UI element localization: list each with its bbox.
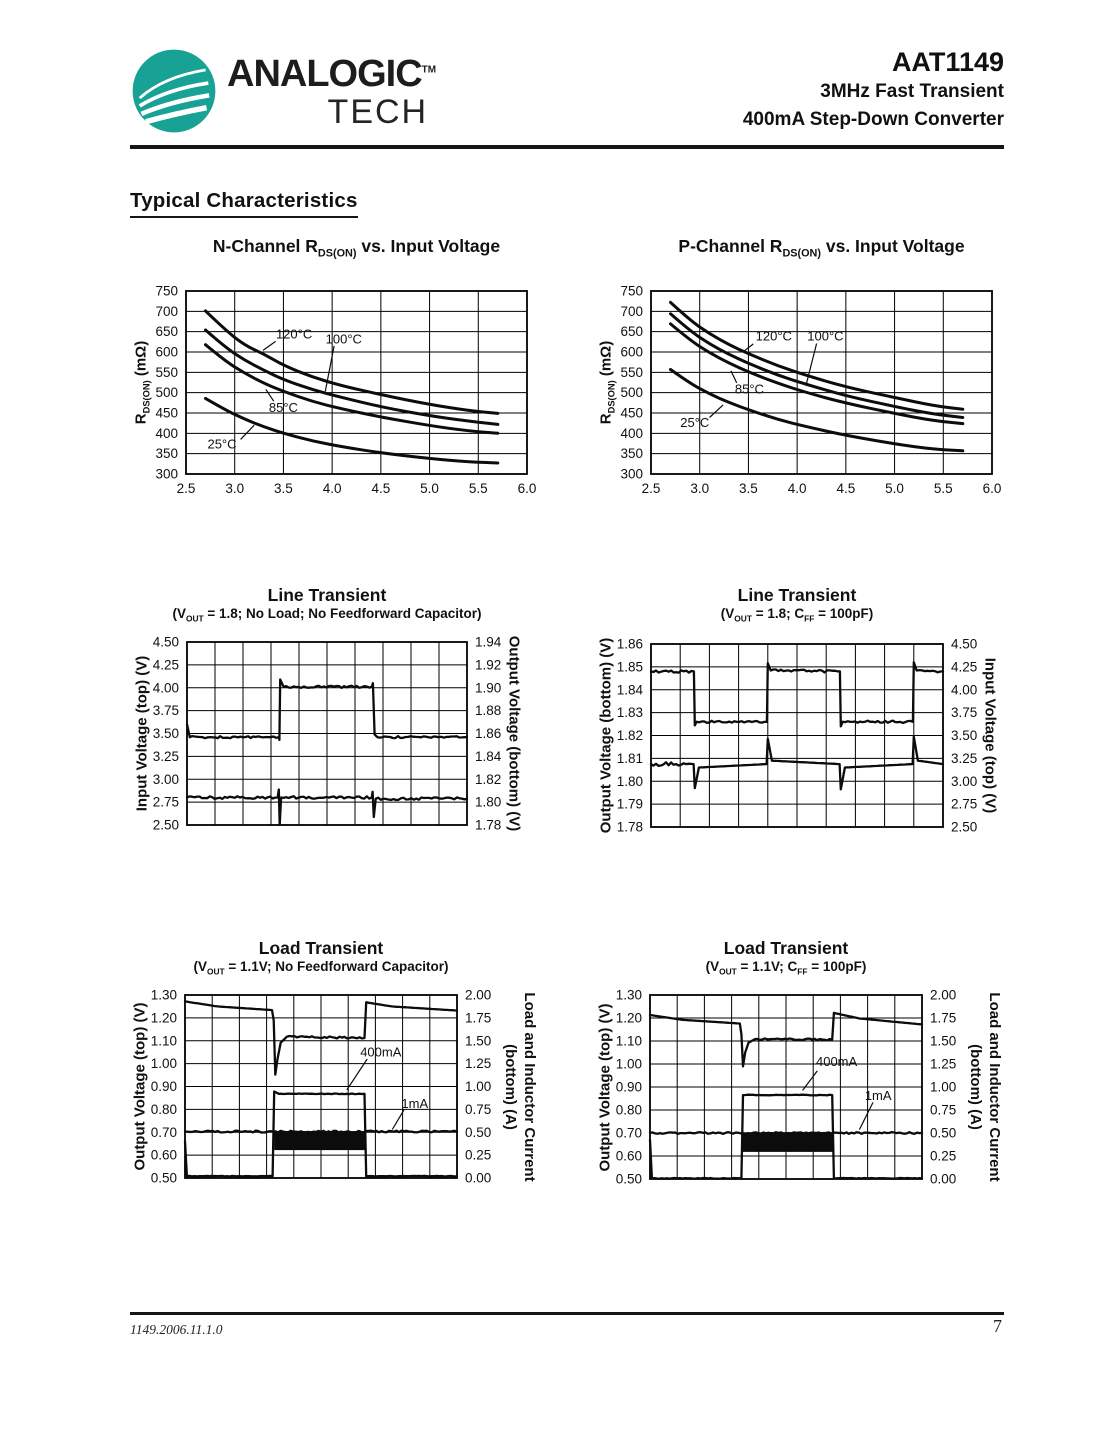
svg-text:0.25: 0.25	[930, 1148, 957, 1164]
chart-subtitle: ($V_{OUT} = 1.1V$; No Feedforward Capacitor)	[193, 959, 449, 977]
svg-text:4.00: 4.00	[152, 680, 179, 696]
chart-line-transient-cff-100pf	[582, 585, 1060, 900]
series-inductor-current	[650, 1132, 922, 1134]
plot-area	[582, 585, 1060, 900]
svg-text:1mA: 1mA	[864, 1088, 892, 1103]
svg-text:5.5: 5.5	[468, 481, 488, 496]
svg-text:1.79: 1.79	[616, 796, 643, 812]
chart-title: Load Transient	[258, 938, 384, 958]
svg-text:0.50: 0.50	[150, 1170, 177, 1186]
svg-text:100°C: 100°C	[325, 331, 362, 347]
svg-text:2.5: 2.5	[641, 481, 661, 496]
svg-text:1.00: 1.00	[930, 1079, 957, 1095]
svg-text:650: 650	[155, 324, 178, 340]
svg-text:1.85: 1.85	[616, 659, 643, 675]
y-axis-label-right: Output Voltage (bottom) (V)	[505, 635, 523, 832]
svg-text:1.75: 1.75	[465, 1010, 492, 1026]
svg-text:5.0: 5.0	[420, 481, 439, 496]
svg-text:2.50: 2.50	[951, 819, 978, 835]
y-axis-label-left: $R_{DS(ON)}$ (mΩ)	[597, 340, 617, 425]
part-number: AAT1149	[891, 47, 1004, 77]
chart-load-transient-no-cff	[118, 938, 596, 1253]
svg-text:1.10: 1.10	[615, 1033, 642, 1049]
svg-text:1.92: 1.92	[475, 657, 502, 673]
svg-text:0.70: 0.70	[150, 1124, 177, 1140]
svg-text:1.82: 1.82	[616, 728, 643, 743]
svg-text:400: 400	[620, 425, 643, 441]
chart-title: Line Transient	[267, 585, 387, 605]
svg-text:100°C: 100°C	[807, 328, 844, 344]
svg-text:0.80: 0.80	[150, 1101, 177, 1117]
brand-wordmark	[227, 55, 436, 129]
svg-text:25°C: 25°C	[207, 436, 237, 452]
svg-text:4.50: 4.50	[152, 634, 179, 650]
section-title: Typical Characteristics	[130, 189, 358, 218]
footer-page-number: 7	[993, 1316, 1002, 1336]
svg-text:0.60: 0.60	[615, 1148, 642, 1164]
footer-rule	[130, 1312, 1004, 1315]
page-header	[130, 45, 1004, 145]
svg-text:1.30: 1.30	[615, 987, 642, 1003]
svg-text:4.5: 4.5	[371, 481, 391, 496]
svg-text:85°C: 85°C	[734, 381, 764, 397]
svg-text:1.88: 1.88	[475, 703, 502, 719]
svg-text:3.0: 3.0	[690, 481, 710, 496]
svg-text:5.5: 5.5	[933, 481, 953, 496]
svg-text:85°C: 85°C	[268, 399, 298, 415]
svg-text:350: 350	[620, 446, 643, 462]
document-title-block	[743, 47, 1004, 133]
svg-text:0.75: 0.75	[465, 1101, 492, 1117]
svg-text:1.90: 1.90	[475, 680, 502, 696]
svg-text:1.94: 1.94	[475, 634, 502, 650]
series-inductor-current	[185, 1131, 457, 1133]
svg-text:1.80: 1.80	[475, 794, 502, 810]
svg-text:750: 750	[620, 283, 643, 299]
svg-text:700: 700	[155, 303, 178, 319]
svg-text:450: 450	[620, 405, 643, 421]
svg-text:3.25: 3.25	[951, 750, 978, 766]
doc-subtitle-2: 400mA Step-Down Converter	[742, 108, 1004, 130]
svg-text:400mA: 400mA	[815, 1054, 858, 1070]
svg-text:6.0: 6.0	[517, 481, 537, 496]
svg-text:1.82: 1.82	[475, 771, 502, 787]
svg-text:4.5: 4.5	[836, 481, 856, 496]
chart-p-channel-rdson-vs-vin	[582, 236, 1060, 551]
svg-text:0.00: 0.00	[465, 1170, 492, 1186]
svg-text:3.50: 3.50	[152, 726, 179, 741]
svg-text:1.10: 1.10	[150, 1033, 177, 1049]
header-rule	[130, 145, 1004, 149]
svg-text:3.00: 3.00	[152, 771, 179, 787]
svg-text:3.75: 3.75	[152, 703, 179, 719]
y-axis-label-left: Output Voltage (bottom) (V)	[597, 637, 615, 834]
svg-text:3.5: 3.5	[274, 481, 293, 496]
analogictech-leaf-icon	[130, 47, 218, 135]
svg-text:550: 550	[620, 364, 643, 380]
svg-text:3.5: 3.5	[739, 481, 758, 496]
svg-text:0.50: 0.50	[465, 1124, 492, 1140]
svg-text:1.83: 1.83	[616, 705, 643, 721]
svg-text:1.00: 1.00	[150, 1056, 177, 1072]
svg-text:4.0: 4.0	[787, 481, 807, 496]
svg-text:2.75: 2.75	[152, 794, 179, 810]
svg-text:120°C: 120°C	[755, 328, 792, 344]
svg-text:1.80: 1.80	[616, 773, 643, 789]
y-axis-label-left: Output Voltage (top) (V)	[596, 1002, 614, 1172]
svg-text:300: 300	[155, 466, 178, 482]
plot-area	[118, 585, 596, 900]
svg-text:1.78: 1.78	[616, 819, 643, 835]
y-axis-label-right: Input Voltage (top) (V)	[981, 657, 999, 814]
svg-text:1.84: 1.84	[475, 748, 502, 764]
chart-subtitle: ($V_{OUT} = 1.8$; No Load; No Feedforward Capacitor)	[172, 606, 482, 624]
svg-text:3.75: 3.75	[951, 705, 978, 721]
svg-text:0.70: 0.70	[615, 1125, 642, 1141]
y-axis-label-left: Input Voltage (top) (V)	[133, 655, 151, 812]
svg-text:3.50: 3.50	[951, 728, 978, 743]
svg-text:2.00: 2.00	[465, 987, 492, 1003]
svg-text:1.78: 1.78	[475, 817, 502, 833]
svg-text:0.80: 0.80	[615, 1102, 642, 1118]
y-axis-label-left: $R_{DS(ON)}$ (mΩ)	[132, 340, 152, 425]
svg-text:550: 550	[155, 364, 178, 380]
chart-subtitle: ($V_{OUT} = 1.8$; $C_{FF} = 100pF$)	[720, 606, 874, 624]
svg-text:500: 500	[155, 385, 178, 401]
svg-text:2.75: 2.75	[951, 796, 978, 812]
svg-text:650: 650	[620, 324, 643, 340]
svg-text:1.00: 1.00	[465, 1079, 492, 1094]
svg-text:4.25: 4.25	[152, 657, 179, 673]
chart-title: P-Channel $R_{DS(ON)}$ vs. Input Voltage	[678, 236, 965, 260]
plot-area	[118, 236, 596, 551]
svg-text:300: 300	[620, 466, 643, 482]
svg-text:0.75: 0.75	[930, 1102, 957, 1118]
svg-text:0.60: 0.60	[150, 1147, 177, 1163]
analogictech-logo	[130, 47, 436, 135]
svg-text:0.90: 0.90	[615, 1079, 642, 1095]
svg-text:1.30: 1.30	[150, 987, 177, 1003]
svg-text:1.25: 1.25	[465, 1056, 492, 1072]
y-axis-label-left: Output Voltage (top) (V)	[131, 1002, 149, 1171]
svg-text:4.00: 4.00	[951, 682, 978, 698]
svg-text:2.5: 2.5	[176, 481, 196, 496]
plot-area	[118, 938, 596, 1253]
svg-text:1.75: 1.75	[930, 1010, 957, 1026]
svg-text:1.20: 1.20	[615, 1010, 642, 1026]
footer-doc-code: 1149.2006.11.1.0	[130, 1322, 223, 1337]
svg-text:0.00: 0.00	[930, 1171, 957, 1187]
svg-text:1.86: 1.86	[616, 636, 643, 652]
chart-line-transient-no-cff	[118, 585, 596, 900]
svg-text:0.50: 0.50	[930, 1125, 957, 1141]
svg-text:120°C: 120°C	[275, 326, 313, 342]
svg-text:1.50: 1.50	[465, 1033, 492, 1049]
plot-area	[582, 236, 1060, 551]
chart-title: Load Transient	[723, 938, 849, 958]
chart-title: N-Channel $R_{DS(ON)}$ vs. Input Voltage	[212, 236, 501, 260]
svg-text:1.50: 1.50	[930, 1033, 957, 1049]
svg-text:1mA: 1mA	[401, 1096, 429, 1112]
chart-load-transient-cff-100pf	[582, 938, 1060, 1253]
svg-text:3.25: 3.25	[152, 748, 179, 764]
svg-text:450: 450	[155, 405, 178, 421]
chart-title: Line Transient	[737, 585, 857, 605]
chart-subtitle: ($V_{OUT} = 1.1V$; $C_{FF} = 100pF$)	[705, 959, 867, 977]
svg-text:4.50: 4.50	[951, 636, 978, 652]
svg-text:1.84: 1.84	[616, 682, 643, 698]
svg-text:400: 400	[155, 425, 178, 441]
svg-text:1.25: 1.25	[930, 1056, 957, 1072]
svg-text:0.50: 0.50	[615, 1171, 642, 1187]
y-axis-label-right: Load and Inductor Current (bottom) (A)	[502, 991, 538, 1182]
svg-text:4.25: 4.25	[951, 659, 978, 675]
svg-text:600: 600	[620, 344, 643, 360]
svg-text:3.00: 3.00	[951, 773, 978, 789]
svg-text:25°C: 25°C	[680, 414, 710, 430]
svg-text:6.0: 6.0	[982, 481, 1002, 496]
svg-text:700: 700	[620, 303, 643, 319]
svg-text:350: 350	[155, 446, 178, 462]
svg-text:0.25: 0.25	[465, 1147, 492, 1163]
trademark-symbol: TM	[421, 64, 437, 76]
svg-text:0.90: 0.90	[150, 1079, 177, 1094]
svg-text:1.20: 1.20	[150, 1010, 177, 1026]
svg-text:600: 600	[155, 344, 178, 360]
svg-text:500: 500	[620, 385, 643, 401]
svg-text:1.86: 1.86	[475, 726, 502, 741]
chart-n-channel-rdson-vs-vin	[118, 236, 596, 551]
plot-area	[582, 938, 1060, 1253]
svg-text:3.0: 3.0	[225, 481, 245, 496]
brand-name-line2: TECH	[327, 93, 429, 131]
y-axis-label-right: Load and Inductor Current (bottom) (A)	[967, 992, 1003, 1182]
svg-text:1.00: 1.00	[615, 1056, 642, 1072]
svg-text:4.0: 4.0	[322, 481, 342, 496]
brand-name-line1: ANALOGIC™	[227, 53, 437, 95]
svg-text:750: 750	[155, 283, 178, 299]
svg-text:400mA: 400mA	[360, 1044, 402, 1060]
svg-text:2.00: 2.00	[930, 987, 957, 1003]
doc-subtitle-1: 3MHz Fast Transient	[820, 81, 1004, 103]
svg-text:2.50: 2.50	[152, 817, 179, 833]
svg-text:1.81: 1.81	[616, 750, 643, 766]
svg-text:5.0: 5.0	[885, 481, 904, 496]
